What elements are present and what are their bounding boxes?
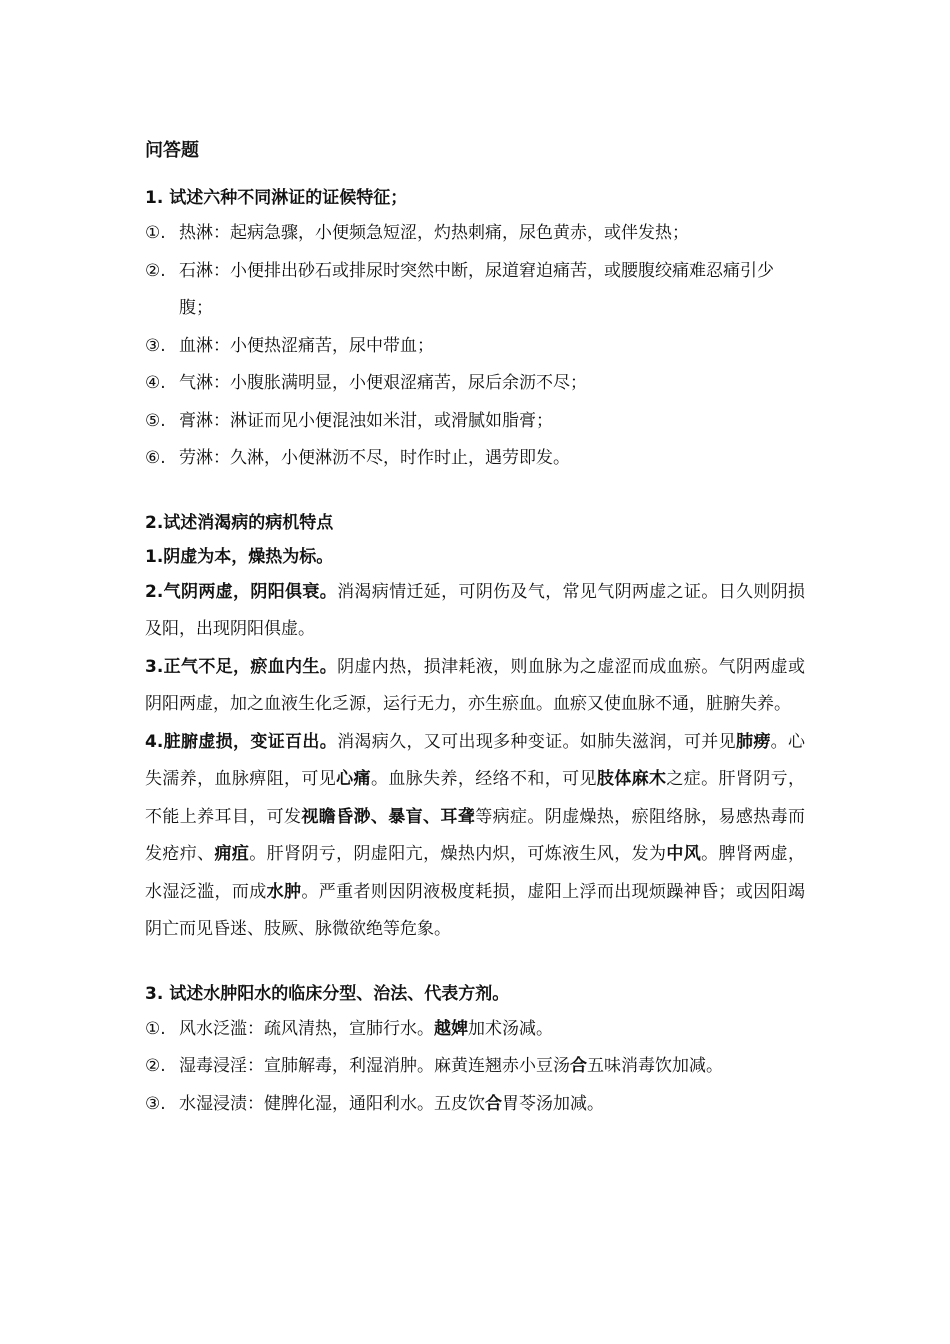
- list-item: [145, 1011, 805, 1049]
- item-text: [179, 1011, 805, 1049]
- list-item: [145, 215, 805, 253]
- list-item: [145, 328, 805, 366]
- list-item: [145, 365, 805, 403]
- item-number: ⑥.: [145, 448, 166, 468]
- bold-term: 肢体麻木: [596, 769, 667, 789]
- spacer: [145, 949, 805, 977]
- item-text-part: 水湿浸渍：健脾化湿，通阳利水。五皮饮: [179, 1093, 485, 1114]
- point-2-heading: 2.气阴两虚，阴阳俱衰。: [145, 581, 338, 602]
- list-item: [145, 403, 805, 441]
- item-text-part: 风水泛滥：疏风清热，宣肺行水。: [179, 1018, 434, 1039]
- bold-term: 视瞻昏渺、暴盲、耳聋: [301, 806, 476, 827]
- question-1-title: 1. 试述六种不同淋证的证候特征；: [145, 188, 408, 208]
- item-text: [179, 1086, 805, 1124]
- item-text: 血淋：小便热涩痛苦，尿中带血；: [179, 335, 434, 356]
- item-text: 石淋：小便排出砂石或排尿时突然中断，尿道窘迫痛苦，或腰腹绞痛难忍痛引少腹；: [179, 260, 774, 318]
- spacer: [145, 478, 805, 506]
- list-item: [145, 440, 805, 478]
- item-text-part: 胃苓汤加减。: [502, 1093, 604, 1114]
- point-4: [145, 724, 805, 949]
- point-3-text: 阴虚内热，损津耗液，则血脉为之虚涩而成血瘀。气阴两虚或阴阳两虚，加之血液生化乏源，运行无力，亦生瘀血。血瘀又使血脉不通，脏腑失养。: [145, 656, 806, 714]
- point-2: [145, 574, 805, 649]
- document-content: [145, 134, 805, 1123]
- item-number: ①.: [145, 223, 166, 243]
- bold-term: 痈疽: [214, 844, 250, 864]
- point-4-heading: 4.脏腑虚损，变证百出。: [145, 731, 338, 752]
- point-4-text: 。心失濡养，血脉痹阻，可见: [145, 731, 806, 789]
- item-text-part: 加术汤减。: [468, 1018, 553, 1039]
- item-number: ③.: [145, 1093, 166, 1114]
- bold-term: 肺痨: [735, 731, 771, 752]
- point-4-text: 。严重者则因阴液极度耗损，虚阳上浮而出现烦躁神昏；或因阳竭阴亡而见昏迷、肢厥、脉微欲绝等危象。: [145, 881, 806, 939]
- point-4-text: 之症。肝肾阴亏，不能上养耳目，可发: [145, 769, 806, 827]
- item-number: ②.: [145, 1056, 166, 1076]
- point-2-text: 消渴病情迁延，可阴伤及气，常见气阴两虚之证。日久则阴损及阳，出现阴阳俱虚。: [145, 581, 806, 639]
- item-number: ③.: [145, 335, 166, 356]
- item-text: 气淋：小腹胀满明显，小便艰涩痛苦，尿后余沥不尽；: [179, 373, 587, 393]
- point-4-text: 消渴病久，又可出现多种变证。如肺失滋润，可并见: [337, 731, 736, 752]
- item-number: ②.: [145, 260, 166, 281]
- point-4-text: 。血脉失养，经络不和，可见: [370, 769, 597, 789]
- list-item: [145, 253, 805, 328]
- list-item: [145, 1086, 805, 1124]
- section-heading: 问答题: [145, 140, 199, 161]
- bold-term: 越婢: [434, 1018, 468, 1039]
- point-4-text: 。肝肾阴亏，阴虚阳亢，燥热内炽，可炼液生风，发为: [249, 844, 667, 864]
- point-4-text: 等病症。阴虚燥热，瘀阻络脉，易感热毒而发疮疖、: [145, 806, 806, 864]
- bold-term: 合: [485, 1093, 502, 1114]
- item-number: ⑤.: [145, 410, 166, 431]
- bold-term: 合: [570, 1056, 587, 1076]
- point-1: 1.阴虚为本，燥热为标。: [145, 546, 334, 567]
- point-3: [145, 649, 805, 724]
- item-text: 热淋：起病急骤，小便频急短涩，灼热刺痛，尿色黄赤，或伴发热；: [179, 223, 689, 243]
- item-text-part: 湿毒浸淫：宣肺解毒，利湿消肿。麻黄连翘赤小豆汤: [179, 1056, 570, 1076]
- bold-term: 中风: [666, 844, 702, 864]
- question-2-title: 2.试述消渴病的病机特点: [145, 512, 334, 533]
- bold-term: 心痛: [336, 769, 371, 789]
- list-item: [145, 1048, 805, 1086]
- bold-term: 水肿: [266, 881, 302, 902]
- item-text: 劳淋：久淋，小便淋沥不尽，时作时止，遇劳即发。: [179, 448, 570, 468]
- point-4-text: 。脾肾两虚，水湿泛滥，而成: [145, 844, 806, 902]
- item-number: ④.: [145, 373, 166, 393]
- question-3-title: 3. 试述水肿阳水的临床分型、治法、代表方剂。: [145, 983, 510, 1004]
- point-3-heading: 3.正气不足，瘀血内生。: [145, 656, 338, 677]
- item-number: ①.: [145, 1018, 166, 1039]
- item-text-part: 五味消毒饮加减。: [587, 1056, 723, 1076]
- item-text: [179, 1048, 805, 1086]
- item-text: 膏淋：淋证而见小便混浊如米泔，或滑腻如脂膏；: [179, 410, 553, 431]
